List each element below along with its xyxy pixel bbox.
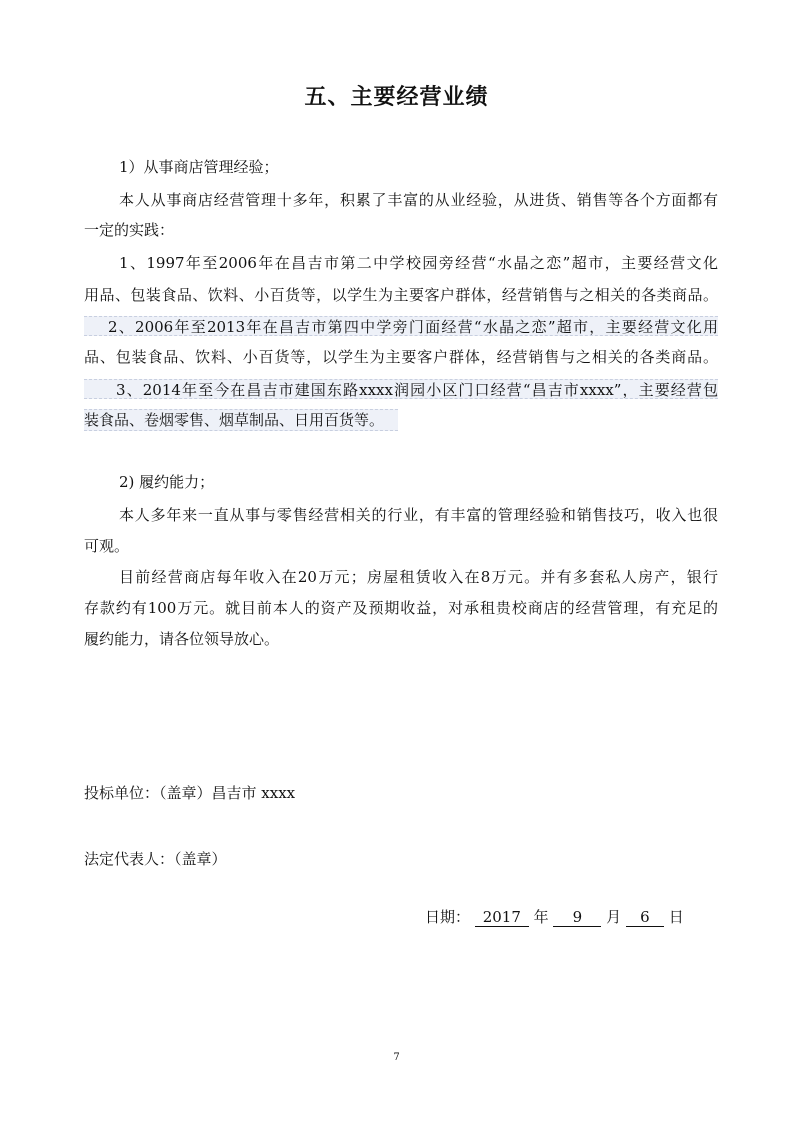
section1-intro-line-2: 一定的实践：: [84, 221, 175, 239]
date-year-unit: 年: [533, 908, 549, 926]
item3-line-1: 3、2014年至今在昌吉市建国东路xxxx润园小区门口经营“昌吉市xxxx”，主要经营包: [84, 379, 718, 399]
date-line: [425, 906, 684, 927]
page-title: 五、主要经营业绩: [304, 85, 489, 110]
legal-representative-signature: 法定代表人：（盖章）: [84, 850, 227, 868]
item3-line-2: 装食品、卷烟零售、烟草制品、日用百货等。: [84, 409, 398, 431]
item2-line-2: 品、包装食品、饮料、小百货等，以学生为主要客户群体，经营销售与之相关的各类商品。: [84, 348, 718, 366]
date-day-unit: 日: [668, 908, 684, 926]
section2-para1-line-2: 可观。: [84, 537, 130, 555]
section1-intro-line-1: 本人从事商店经营管理十多年，积累了丰富的从业经验，从进货、销售等各个方面都有: [119, 191, 718, 209]
section2-heading: 2) 履约能力；: [119, 473, 215, 491]
date-month: 9: [553, 909, 601, 927]
date-month-unit: 月: [606, 908, 622, 926]
date-year: 2017: [475, 909, 529, 927]
section2-para2-line-3: 履约能力，请各位领导放心。: [84, 630, 280, 648]
item1-line-2: 用品、包装食品、饮料、小百货等，以学生为主要客户群体，经营销售与之相关的各类商品。: [84, 286, 718, 304]
section2-para1-line-1: 本人多年来一直从事与零售经营相关的行业，有丰富的管理经验和销售技巧，收入也很: [119, 506, 718, 524]
page-number: 7: [393, 1052, 400, 1063]
item1-line-1: 1、1997年至2006年在昌吉市第二中学校园旁经营“水晶之恋”超市，主要经营文化: [119, 254, 718, 272]
section2-para2-line-1: 目前经营商店每年收入在20万元；房屋租赁收入在8万元。并有多套私人房产，银行: [119, 568, 718, 586]
date-label: 日期：: [425, 908, 471, 926]
item2-line-1: 2、2006年至2013年在昌吉市第四中学旁门面经营“水晶之恋”超市，主要经营文化用: [84, 316, 718, 336]
section2-para2-line-2: 存款约有100万元。就目前本人的资产及预期收益，对承租贵校商店的经营管理，有充足的: [84, 599, 718, 617]
section1-heading: 1）从事商店管理经验；: [119, 158, 279, 176]
bidder-signature: 投标单位：（盖章）昌吉市 xxxx: [84, 784, 296, 802]
date-day: 6: [626, 909, 664, 927]
